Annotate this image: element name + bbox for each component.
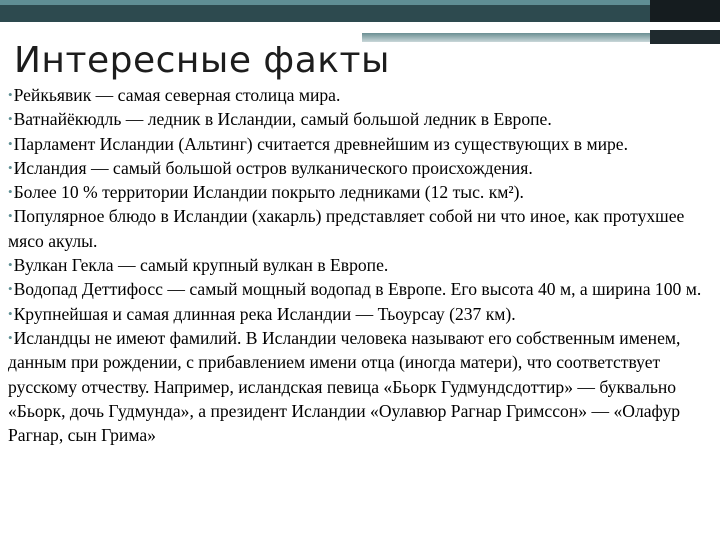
bullet-icon: • xyxy=(8,87,13,102)
facts-list xyxy=(8,83,714,447)
list-item xyxy=(8,180,714,204)
fact-text: Парламент Исландии (Альтинг) считается древнейшим из существующих в мире. xyxy=(13,133,629,154)
bullet-icon: • xyxy=(8,208,13,224)
fact-text: Более 10 % территории Исландии покрыто ледниками (12 тыс. км²). xyxy=(13,182,524,203)
list-item xyxy=(8,83,714,107)
bullet-icon: • xyxy=(8,111,13,127)
bullet-icon: • xyxy=(8,135,13,151)
fact-text: Водопад Деттифосс — самый мощный водопад в Европе. Его высота 40 м, а ширина 100 м. xyxy=(13,279,702,300)
fact-text: Исландцы не имеют фамилий. В Исландии человека называют его собственным именем, данным при рождении, с прибавлением имени отца (иногда матери), что соответствует русскому отчеству. Например, исландская певица «Бьорк Гудмундсдоттир» — буквально «Бьорк, дочь Гудмунда», а президент Исландии «Оулавюр Рагнар Гримссон» — «Олафур Рагнар, сын Грима» xyxy=(8,327,681,446)
list-item xyxy=(8,156,714,180)
header-dark-block xyxy=(650,0,720,22)
fact-text: Исландия — самый большой остров вулканического происхождения. xyxy=(13,157,533,178)
fact-text: Крупнейшая и самая длинная река Исландии — Тьоурсау (237 км). xyxy=(13,303,516,324)
list-item xyxy=(8,132,714,156)
list-item xyxy=(8,302,714,326)
list-item xyxy=(8,204,714,253)
list-item xyxy=(8,107,714,131)
bullet-icon: • xyxy=(8,159,13,175)
header-bar xyxy=(0,0,720,22)
fact-text: Вулкан Гекла — самый крупный вулкан в Европе. xyxy=(13,255,389,276)
bullet-icon: • xyxy=(8,257,13,273)
bullet-icon: • xyxy=(8,329,13,345)
list-item xyxy=(8,253,714,277)
slide-title: Интересные факты xyxy=(14,40,390,81)
title-rule-dark-block xyxy=(650,30,720,44)
fact-text: Ватнайёкюдль — ледник в Исландии, самый большой ледник в Европе. xyxy=(13,109,552,130)
fact-text: Популярное блюдо в Исландии (хакарль) представляет собой ни что иное, как протухшее мясо акулы. xyxy=(8,206,685,251)
list-item xyxy=(8,326,714,447)
header-accent-strip xyxy=(0,0,720,5)
bullet-icon: • xyxy=(8,281,13,297)
list-item xyxy=(8,277,714,301)
bullet-icon: • xyxy=(8,305,13,321)
fact-text: Рейкьявик — самая северная столица мира. xyxy=(13,85,341,105)
bullet-icon: • xyxy=(8,184,13,200)
